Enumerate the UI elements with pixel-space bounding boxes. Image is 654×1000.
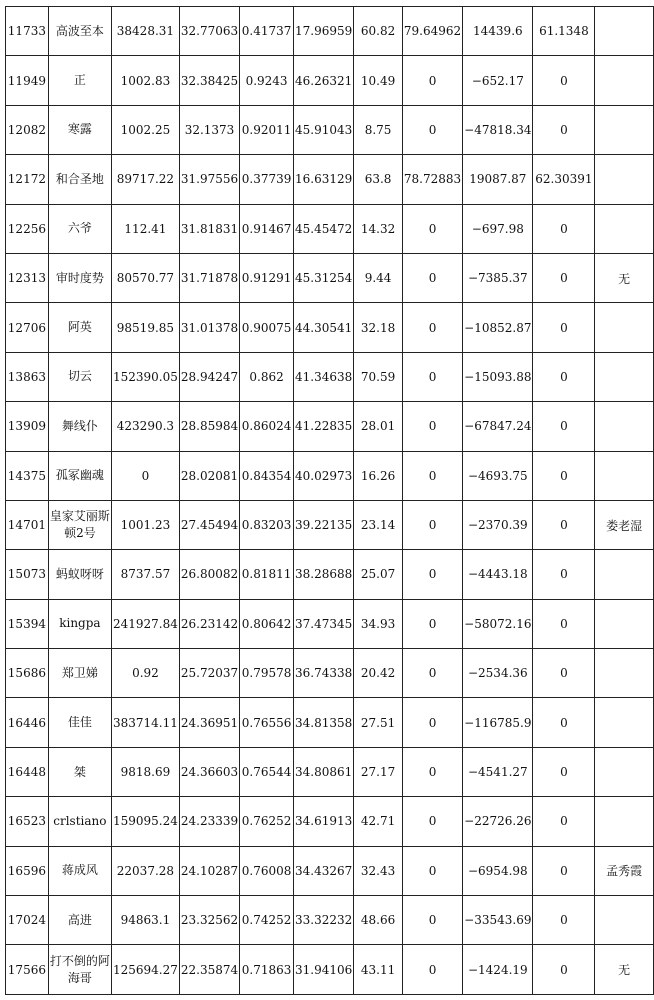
ratio-cell: 0.74252	[240, 896, 294, 945]
profit-cell: −6954.98	[463, 846, 533, 895]
note-cell	[595, 303, 654, 352]
value-d-cell: 0	[402, 599, 462, 648]
table-row	[6, 747, 654, 796]
id-cell: 11733	[6, 7, 49, 56]
value-a-cell: 25.72037	[179, 649, 239, 698]
value-a-cell: 26.23142	[179, 599, 239, 648]
note-cell	[595, 599, 654, 648]
value-a-cell: 31.71878	[179, 253, 239, 302]
note-cell: 孟秀霞	[595, 846, 654, 895]
profit-cell: −652.17	[463, 56, 533, 105]
value-b-cell: 36.74338	[293, 649, 353, 698]
value-e-cell: 0	[533, 500, 595, 549]
value-a-cell: 26.80082	[179, 550, 239, 599]
value-d-cell: 0	[402, 451, 462, 500]
amount-cell: 241927.84	[111, 599, 179, 648]
value-c-cell: 32.43	[354, 846, 403, 895]
value-c-cell: 27.51	[354, 698, 403, 747]
value-b-cell: 38.28688	[293, 550, 353, 599]
name-cell: 打不倒的阿海哥	[48, 945, 111, 994]
name-cell: 高波至本	[48, 7, 111, 56]
name-cell: 寒露	[48, 105, 111, 154]
value-d-cell: 0	[402, 303, 462, 352]
value-e-cell: 0	[533, 698, 595, 747]
id-cell: 14701	[6, 500, 49, 549]
ratio-cell: 0.76544	[240, 747, 294, 796]
ratio-cell: 0.81811	[240, 550, 294, 599]
value-b-cell: 33.32232	[293, 896, 353, 945]
profit-cell: −15093.88	[463, 352, 533, 401]
value-e-cell: 0	[533, 846, 595, 895]
value-e-cell: 0	[533, 599, 595, 648]
value-d-cell: 78.72883	[402, 155, 462, 204]
amount-cell: 98519.85	[111, 303, 179, 352]
value-c-cell: 23.14	[354, 500, 403, 549]
ratio-cell: 0.76008	[240, 846, 294, 895]
amount-cell: 383714.11	[111, 698, 179, 747]
ratio-cell: 0.92011	[240, 105, 294, 154]
value-c-cell: 43.11	[354, 945, 403, 994]
table-row	[6, 797, 654, 846]
amount-cell: 423290.3	[111, 402, 179, 451]
profit-cell: −4541.27	[463, 747, 533, 796]
id-cell: 12706	[6, 303, 49, 352]
value-d-cell: 0	[402, 747, 462, 796]
name-cell: 孤冢幽魂	[48, 451, 111, 500]
value-e-cell: 0	[533, 56, 595, 105]
value-e-cell: 0	[533, 797, 595, 846]
table-row	[6, 550, 654, 599]
value-e-cell: 0	[533, 649, 595, 698]
ratio-cell: 0.76556	[240, 698, 294, 747]
value-c-cell: 60.82	[354, 7, 403, 56]
value-b-cell: 34.43267	[293, 846, 353, 895]
ratio-cell: 0.76252	[240, 797, 294, 846]
name-cell: 阿英	[48, 303, 111, 352]
ratio-cell: 0.83203	[240, 500, 294, 549]
amount-cell: 159095.24	[111, 797, 179, 846]
value-c-cell: 25.07	[354, 550, 403, 599]
value-b-cell: 16.63129	[293, 155, 353, 204]
value-c-cell: 16.26	[354, 451, 403, 500]
profit-cell: −4443.18	[463, 550, 533, 599]
note-cell	[595, 56, 654, 105]
value-c-cell: 34.93	[354, 599, 403, 648]
id-cell: 13909	[6, 402, 49, 451]
id-cell: 17024	[6, 896, 49, 945]
amount-cell: 125694.27	[111, 945, 179, 994]
value-a-cell: 23.32562	[179, 896, 239, 945]
amount-cell: 9818.69	[111, 747, 179, 796]
table-row	[6, 451, 654, 500]
table-body	[6, 7, 654, 995]
id-cell: 16596	[6, 846, 49, 895]
value-c-cell: 63.8	[354, 155, 403, 204]
value-c-cell: 42.71	[354, 797, 403, 846]
name-cell: 桀	[48, 747, 111, 796]
value-d-cell: 0	[402, 945, 462, 994]
value-a-cell: 32.1373	[179, 105, 239, 154]
name-cell: 蚂蚁呀呀	[48, 550, 111, 599]
note-cell	[595, 649, 654, 698]
value-c-cell: 9.44	[354, 253, 403, 302]
value-e-cell: 0	[533, 352, 595, 401]
value-b-cell: 37.47345	[293, 599, 353, 648]
note-cell	[595, 451, 654, 500]
note-cell	[595, 698, 654, 747]
table-row	[6, 7, 654, 56]
amount-cell: 1002.25	[111, 105, 179, 154]
value-d-cell: 0	[402, 56, 462, 105]
value-a-cell: 28.94247	[179, 352, 239, 401]
id-cell: 12082	[6, 105, 49, 154]
note-cell	[595, 105, 654, 154]
ratio-cell: 0.84354	[240, 451, 294, 500]
note-cell: 娄老湿	[595, 500, 654, 549]
value-e-cell: 0	[533, 747, 595, 796]
value-d-cell: 0	[402, 500, 462, 549]
value-a-cell: 31.97556	[179, 155, 239, 204]
value-a-cell: 31.81831	[179, 204, 239, 253]
note-cell	[595, 797, 654, 846]
value-c-cell: 70.59	[354, 352, 403, 401]
name-cell: 审时度势	[48, 253, 111, 302]
ratio-cell: 0.71863	[240, 945, 294, 994]
profit-cell: −10852.87	[463, 303, 533, 352]
value-d-cell: 79.64962	[402, 7, 462, 56]
value-e-cell: 0	[533, 204, 595, 253]
value-e-cell: 0	[533, 550, 595, 599]
value-a-cell: 31.01378	[179, 303, 239, 352]
ratio-cell: 0.86024	[240, 402, 294, 451]
value-b-cell: 45.91043	[293, 105, 353, 154]
value-a-cell: 24.36603	[179, 747, 239, 796]
value-a-cell: 22.35874	[179, 945, 239, 994]
value-b-cell: 41.22835	[293, 402, 353, 451]
value-e-cell: 0	[533, 303, 595, 352]
value-e-cell: 0	[533, 896, 595, 945]
profit-cell: −7385.37	[463, 253, 533, 302]
id-cell: 15073	[6, 550, 49, 599]
value-d-cell: 0	[402, 797, 462, 846]
table-row	[6, 500, 654, 549]
profit-cell: 19087.87	[463, 155, 533, 204]
amount-cell: 1001.23	[111, 500, 179, 549]
amount-cell: 8737.57	[111, 550, 179, 599]
value-c-cell: 32.18	[354, 303, 403, 352]
value-d-cell: 0	[402, 402, 462, 451]
note-cell	[595, 7, 654, 56]
amount-cell: 89717.22	[111, 155, 179, 204]
value-c-cell: 20.42	[354, 649, 403, 698]
value-b-cell: 45.45472	[293, 204, 353, 253]
note-cell	[595, 402, 654, 451]
table-row	[6, 204, 654, 253]
value-a-cell: 24.23339	[179, 797, 239, 846]
value-d-cell: 0	[402, 896, 462, 945]
value-e-cell: 62.30391	[533, 155, 595, 204]
amount-cell: 152390.05	[111, 352, 179, 401]
amount-cell: 94863.1	[111, 896, 179, 945]
value-e-cell: 0	[533, 451, 595, 500]
value-a-cell: 32.38425	[179, 56, 239, 105]
amount-cell: 0	[111, 451, 179, 500]
amount-cell: 38428.31	[111, 7, 179, 56]
value-d-cell: 0	[402, 204, 462, 253]
ratio-cell: 0.9243	[240, 56, 294, 105]
profit-cell: −33543.69	[463, 896, 533, 945]
profit-cell: −2534.36	[463, 649, 533, 698]
id-cell: 13863	[6, 352, 49, 401]
value-a-cell: 28.02081	[179, 451, 239, 500]
name-cell: crlstiano	[48, 797, 111, 846]
name-cell: 舞线仆	[48, 402, 111, 451]
id-cell: 12256	[6, 204, 49, 253]
value-a-cell: 24.10287	[179, 846, 239, 895]
ratio-cell: 0.90075	[240, 303, 294, 352]
value-b-cell: 34.80861	[293, 747, 353, 796]
value-d-cell: 0	[402, 352, 462, 401]
value-b-cell: 39.22135	[293, 500, 353, 549]
amount-cell: 0.92	[111, 649, 179, 698]
table-row	[6, 56, 654, 105]
table-row	[6, 698, 654, 747]
value-b-cell: 31.94106	[293, 945, 353, 994]
ratio-cell: 0.80642	[240, 599, 294, 648]
profit-cell: −2370.39	[463, 500, 533, 549]
value-b-cell: 34.81358	[293, 698, 353, 747]
value-e-cell: 0	[533, 253, 595, 302]
profit-cell: −116785.9	[463, 698, 533, 747]
value-a-cell: 28.85984	[179, 402, 239, 451]
note-cell	[595, 550, 654, 599]
note-cell	[595, 896, 654, 945]
value-c-cell: 28.01	[354, 402, 403, 451]
ratio-cell: 0.79578	[240, 649, 294, 698]
name-cell: 蒋成风	[48, 846, 111, 895]
table-row	[6, 303, 654, 352]
table-row	[6, 105, 654, 154]
amount-cell: 1002.83	[111, 56, 179, 105]
value-c-cell: 48.66	[354, 896, 403, 945]
profit-cell: −22726.26	[463, 797, 533, 846]
value-e-cell: 0	[533, 105, 595, 154]
profit-cell: −58072.16	[463, 599, 533, 648]
value-b-cell: 45.31254	[293, 253, 353, 302]
ratio-cell: 0.41737	[240, 7, 294, 56]
table-row	[6, 945, 654, 994]
note-cell	[595, 204, 654, 253]
name-cell: 佳佳	[48, 698, 111, 747]
name-cell: 皇家艾丽斯顿2号	[48, 500, 111, 549]
name-cell: 六爷	[48, 204, 111, 253]
id-cell: 15686	[6, 649, 49, 698]
value-a-cell: 27.45494	[179, 500, 239, 549]
profit-cell: 14439.6	[463, 7, 533, 56]
table-row	[6, 253, 654, 302]
value-b-cell: 41.34638	[293, 352, 353, 401]
value-d-cell: 0	[402, 105, 462, 154]
id-cell: 14375	[6, 451, 49, 500]
value-b-cell: 44.30541	[293, 303, 353, 352]
table-container	[5, 6, 654, 995]
ratio-cell: 0.862	[240, 352, 294, 401]
profit-cell: −697.98	[463, 204, 533, 253]
note-cell	[595, 747, 654, 796]
amount-cell: 80570.77	[111, 253, 179, 302]
id-cell: 16446	[6, 698, 49, 747]
amount-cell: 112.41	[111, 204, 179, 253]
table-row	[6, 599, 654, 648]
id-cell: 16523	[6, 797, 49, 846]
table-row	[6, 352, 654, 401]
profit-cell: −4693.75	[463, 451, 533, 500]
note-cell	[595, 352, 654, 401]
id-cell: 12172	[6, 155, 49, 204]
value-c-cell: 27.17	[354, 747, 403, 796]
value-e-cell: 0	[533, 945, 595, 994]
name-cell: 正	[48, 56, 111, 105]
table-row	[6, 846, 654, 895]
note-cell: 无	[595, 253, 654, 302]
id-cell: 15394	[6, 599, 49, 648]
id-cell: 12313	[6, 253, 49, 302]
value-b-cell: 34.61913	[293, 797, 353, 846]
value-d-cell: 0	[402, 253, 462, 302]
note-cell: 无	[595, 945, 654, 994]
value-d-cell: 0	[402, 550, 462, 599]
profit-cell: −1424.19	[463, 945, 533, 994]
value-c-cell: 14.32	[354, 204, 403, 253]
value-b-cell: 40.02973	[293, 451, 353, 500]
value-e-cell: 61.1348	[533, 7, 595, 56]
note-cell	[595, 155, 654, 204]
value-e-cell: 0	[533, 402, 595, 451]
name-cell: 切云	[48, 352, 111, 401]
value-c-cell: 10.49	[354, 56, 403, 105]
id-cell: 16448	[6, 747, 49, 796]
name-cell: kingpa	[48, 599, 111, 648]
name-cell: 高进	[48, 896, 111, 945]
id-cell: 17566	[6, 945, 49, 994]
table-row	[6, 155, 654, 204]
table-row	[6, 402, 654, 451]
value-a-cell: 32.77063	[179, 7, 239, 56]
value-b-cell: 46.26321	[293, 56, 353, 105]
table-row	[6, 896, 654, 945]
value-d-cell: 0	[402, 698, 462, 747]
value-d-cell: 0	[402, 846, 462, 895]
value-c-cell: 8.75	[354, 105, 403, 154]
ratio-cell: 0.91467	[240, 204, 294, 253]
profit-cell: −67847.24	[463, 402, 533, 451]
value-a-cell: 24.36951	[179, 698, 239, 747]
amount-cell: 22037.28	[111, 846, 179, 895]
profit-cell: −47818.34	[463, 105, 533, 154]
value-b-cell: 17.96959	[293, 7, 353, 56]
table-row	[6, 649, 654, 698]
name-cell: 郑卫娣	[48, 649, 111, 698]
data-table	[5, 6, 654, 995]
ratio-cell: 0.91291	[240, 253, 294, 302]
value-d-cell: 0	[402, 649, 462, 698]
ratio-cell: 0.37739	[240, 155, 294, 204]
id-cell: 11949	[6, 56, 49, 105]
name-cell: 和合圣地	[48, 155, 111, 204]
